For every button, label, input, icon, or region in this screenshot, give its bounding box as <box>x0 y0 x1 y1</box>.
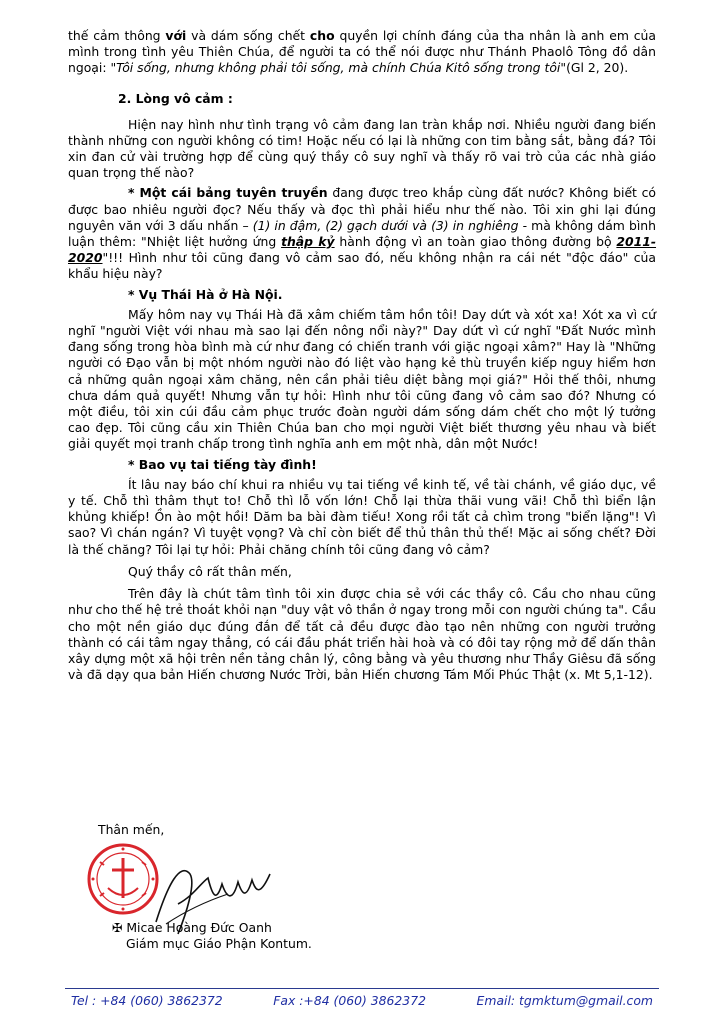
banner-years: 2011-2020 <box>68 234 657 266</box>
section-intro-paragraph: Hiện nay hình như tình trạng vô cảm đang lan tràn khắp nơi. Nhiều người đang biến thành những con người không có tim! Hoặc nếu có lại là những con tim bằng sắt, bằng đá? Tôi xin đan cử vài trường hợp để cùng quý thầy cô suy nghĩ và thấy rõ vai trò của các nhà giáo quan trọng thế nào? <box>68 116 656 181</box>
sign-off: Thân mến, <box>98 822 165 837</box>
letter-body <box>68 28 656 683</box>
banner-decade: thập kỷ <box>281 234 335 250</box>
banner-text-b: - mà không dám bình luận thêm: "Nhiệt liệt hưởng ứng <box>68 217 656 250</box>
banner-text-a: đang được treo khắp cùng đất nước? Không biết có được bao nhiêu người đọc? Nếu thấy và đọc thì phải hiểu như thế nào. Tôi xin ghi lại đúng nguyên văn với 3 dấu nhấn – <box>68 185 656 233</box>
footer <box>65 993 659 1008</box>
scandal-paragraph: Ít lâu nay báo chí khui ra nhiều vụ tai tiếng về kinh tế, về tài chánh, về giáo dục, về y tế. Chỗ thì thâm thụt to! Chỗ thì lỗ vốn lớn! Chỗ lại thừa thãi vung vãi! Chỗ thì biển lận khủng khiếp! Ồn ào một hồi! Dăm ba bài đàm tiếu! Xong rồi tất cả chìm trong "biển lặng"! Vì sao? Vì chán ngán? Vì tuyệt vọng? Và chỉ còn biết để thủ thân thủ thế! Mặc ai sống chết? Đời là thế chăng? Tôi lại tự hỏi: Phải chăng chính tôi cũng đang vô cảm? <box>68 476 656 557</box>
intro-reference: (Gl 2, 20). <box>566 60 629 76</box>
banner-heading: * Một cái bảng tuyên truyền <box>128 185 328 201</box>
footer-email[interactable]: Email: tgmktum@gmail.com <box>476 993 653 1008</box>
signer-name: ✠ Micae Hoàng Đức Oanh <box>112 920 272 935</box>
banner-marks: (1) in đậm, (2) gạch dưới và (3) in nghiêng <box>252 217 519 233</box>
closing-greeting: Quý thầy cô rất thân mến, <box>128 563 292 579</box>
intro-text-e: quyền lợi chính đáng của tha nhân là anh em của mình trong tình yêu Thiên Chúa, để người ta có thể nói được như Thánh Phaolô Tông đồ dân ngoại: <box>68 28 657 76</box>
intro-bold-voi: với <box>165 28 187 43</box>
banner-text-c: hành động vì an toàn giao thông đường bộ <box>334 234 617 250</box>
thaiha-paragraph: Mấy hôm nay vụ Thái Hà đã xâm chiếm tâm hồn tôi! Day dứt và xót xa! Xót xa vì cứ nghĩ "người Việt với nhau mà sao lại đến nông nổi này?" Day dứt vì cứ nghĩ "Đất Nước mình đang sống trong hòa bình mà cứ như đang có chiến tranh với giặc ngoại xâm?" Hay là "Những người có Đạo vẫn bị một nhóm người nào đó liệt vào hạng kẻ thù truyền kiếp nguy hiểm hơn cả những quân ngoại xâm chăng, nên cần phải tiêu diệt bằng mọi giá?" Hỏi thế thôi, nhưng chưa dám quả quyết! Nhưng vẫn tự hỏi: Hình như tôi cũng đang vô cảm sao đó? Nhưng có một điều, tôi xin cúi đầu cảm phục trước đoàn người dám sống dám chết cho một lý tưởng cao đẹp. Tôi cũng cầu xin Thiên Chúa ban cho mọi người Việt biết thương yêu nhau và biết giải quyết mọi tranh chấp trong tình nghĩa anh em một nhà, dân một Nước! <box>68 306 656 452</box>
intro-text-a: thế cảm thông <box>68 28 166 43</box>
section-heading: 2. Lòng vô cảm : <box>118 90 233 106</box>
intro-quote: "Tôi sống, nhưng không phải tôi sống, mà chính Chúa Kitô sống trong tôi" <box>110 60 567 76</box>
intro-paragraph <box>68 28 656 77</box>
signature-block <box>68 822 468 962</box>
thaiha-heading: * Vụ Thái Hà ở Hà Nội. <box>128 286 283 302</box>
banner-text-d: "!!! Hình như tôi cũng đang vô cảm sao đó, nếu không nhận ra cái nét "độc đáo" của khẩu hiệu này? <box>68 250 656 282</box>
footer-tel: Tel : +84 (060) 3862372 <box>71 993 223 1008</box>
banner-paragraph <box>68 185 656 282</box>
closing-paragraph: Trên đây là chút tâm tình tôi xin được chia sẻ với các thầy cô. Cầu cho nhau cũng như cho thế hệ trẻ thoát khỏi nạn "duy vật vô thần ở ngay trong mỗi con người chúng ta". Cầu cho một nền giáo dục đúng đắn để tất cả đều được đào tạo nên những con người trưởng thành có cái tâm ngay thẳng, có cái đầu phát triển hài hoà và có đôi tay rộng mở để dấn thân xây dựng một xã hội trên nền tảng chân lý, công bằng và yêu thương như Thầy Giêsu đã sống và đã dạy qua bản Hiến chương Nước Trời, bản Hiến chương Tám Mối Phúc Thật (x. Mt 5,1-12). <box>68 586 656 683</box>
footer-fax: Fax :+84 (060) 3862372 <box>273 993 426 1008</box>
scandal-heading: * Bao vụ tai tiếng tày đình! <box>128 456 317 472</box>
intro-text-c: và dám sống chết <box>186 28 310 43</box>
intro-bold-cho: cho <box>309 28 335 43</box>
signer-title: Giám mục Giáo Phận Kontum. <box>126 936 312 951</box>
footer-divider <box>65 988 659 989</box>
